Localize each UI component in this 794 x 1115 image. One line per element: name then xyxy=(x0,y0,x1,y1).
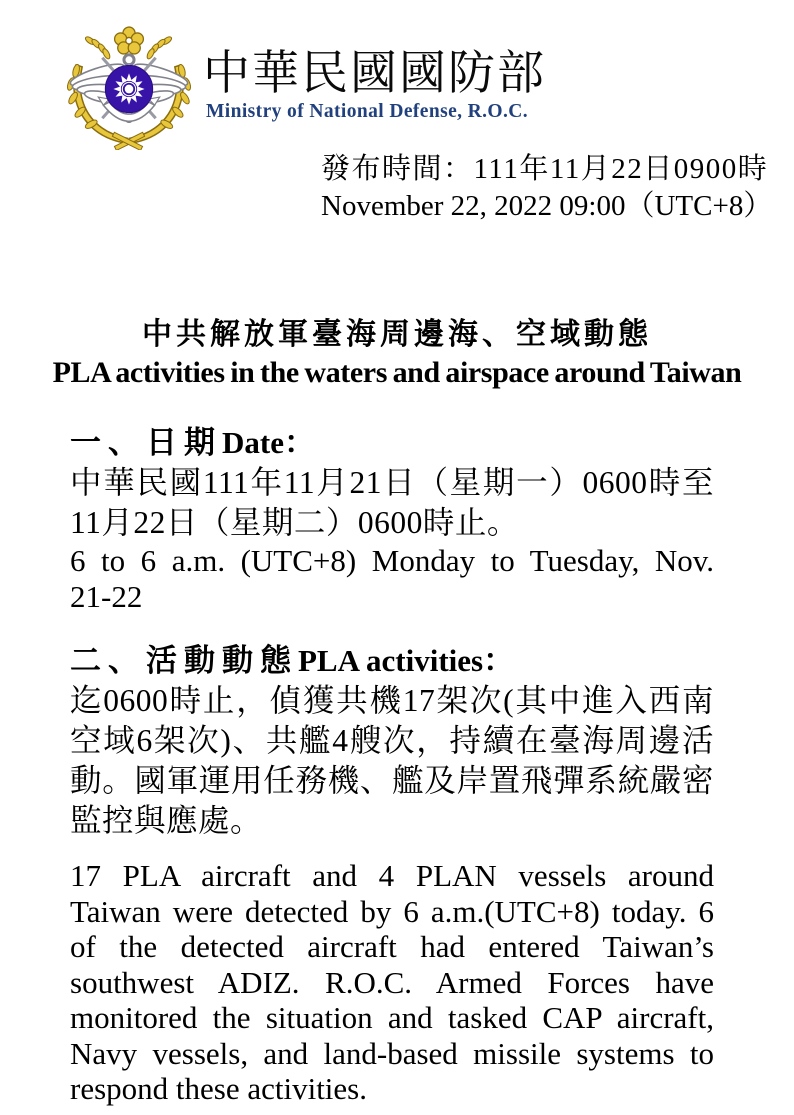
sun-disc xyxy=(105,65,152,112)
date-line-zh-1: 中華民國111年11月21日（星期一）0600時至 xyxy=(70,465,714,500)
section-activities-heading-en: PLA activities xyxy=(298,643,484,678)
activities-line-zh-2: 空域6架次)、共艦4艘次，持續在臺海周邊活 xyxy=(70,723,714,758)
mnd-emblem-icon xyxy=(56,26,202,150)
date-line-en-2: 21-22 xyxy=(70,578,143,614)
summary-line-7: respond these activities. xyxy=(70,1071,367,1106)
release-time-block xyxy=(321,151,772,225)
section-activities-heading xyxy=(70,640,714,681)
summary-line-3: of the detected aircraft had entered Taiwan’s xyxy=(70,929,714,964)
section-date-heading-zh: 一、日期 xyxy=(70,425,222,460)
section-date-heading-colon: ： xyxy=(283,425,315,460)
summary-line-5: monitored the situation and tasked CAP aircraft, xyxy=(70,1000,714,1035)
activities-line-zh-1: 迄0600時止，偵獲共機17架次(其中進入西南 xyxy=(70,683,714,718)
summary-line-4: southwest ADIZ. R.O.C. Armed Forces have xyxy=(70,964,714,1000)
release-time-zh: 發布時間：111年11月22日0900時 xyxy=(321,153,769,185)
summary-line-2: Taiwan were detected by 6 a.m.(UTC+8) today. 6 xyxy=(70,893,714,929)
release-time-en: November 22, 2022 09:00（UTC+8） xyxy=(321,190,773,222)
ministry-name-en: Ministry of National Defense, R.O.C. xyxy=(206,101,529,122)
section-activities-heading-zh: 二、活動動態 xyxy=(70,643,298,678)
english-summary-paragraph xyxy=(70,858,714,1107)
section-date-heading xyxy=(70,422,714,463)
document-title-block xyxy=(0,315,794,391)
date-line-en-1: 6 to 6 a.m. (UTC+8) Monday to Tuesday, Nov. xyxy=(70,543,714,578)
section-date xyxy=(70,422,714,614)
section-date-heading-en: Date xyxy=(222,425,284,460)
summary-line-1: 17 PLA aircraft and 4 PLAN vessels around xyxy=(70,858,714,893)
ministry-name-zh: 中華民國國防部 xyxy=(203,48,546,100)
plum-blossom xyxy=(115,27,144,54)
mnd-emblem-svg xyxy=(56,26,202,150)
document-title-zh: 中共解放軍臺海周邊海、空域動態 xyxy=(142,318,652,351)
section-activities-heading-colon: ： xyxy=(483,643,515,678)
activities-line-zh-3: 動。國軍運用任務機、艦及岸置飛彈系統嚴密 xyxy=(70,763,714,798)
activities-line-zh-4: 監控與應處。 xyxy=(70,803,263,838)
summary-line-6: Navy vessels, and land-based missile systems to xyxy=(70,1035,714,1071)
document-title-en: PLA activities in the waters and airspace around Taiwan xyxy=(52,356,742,389)
date-line-zh-2: 11月22日（星期二）0600時止。 xyxy=(70,505,519,540)
section-activities xyxy=(70,640,714,841)
